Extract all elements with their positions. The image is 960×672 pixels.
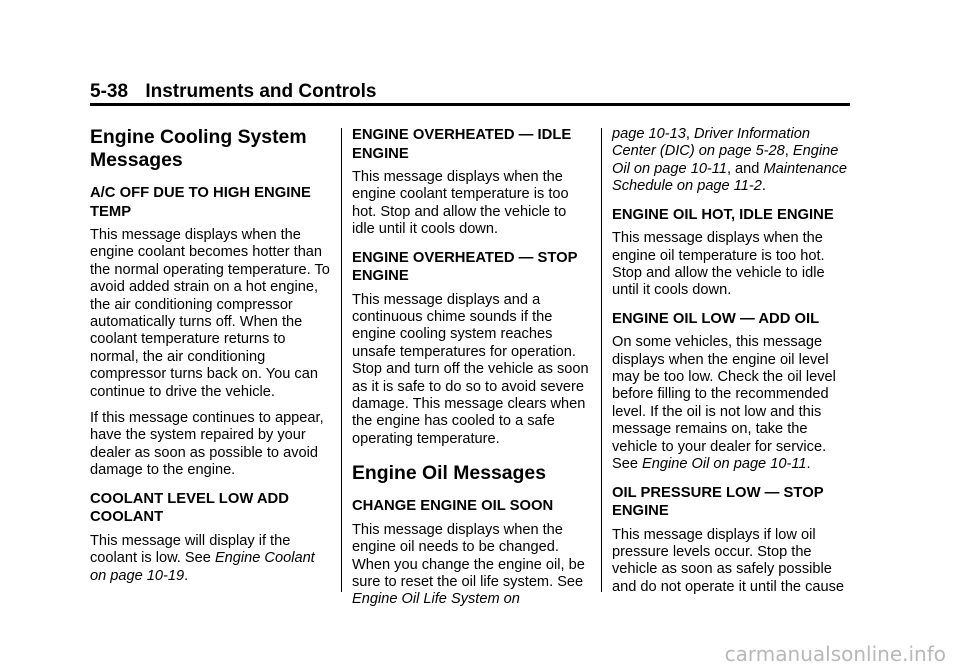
column-3 bbox=[612, 126, 852, 605]
body-paragraph: This message displays when the engine oil temperature is too hot. Stop and allow the vehicle to idle until it cools down. bbox=[612, 230, 825, 299]
subsection-title: A/C OFF DUE TO HIGH ENGINE TEMP bbox=[90, 185, 311, 220]
column-1 bbox=[90, 126, 330, 594]
body-text: . bbox=[761, 178, 766, 195]
body-paragraph: This message displays when the engine coolant becomes hotter than the normal operating temperature. To avoid added strain on a hot engine, the air conditioning compressor automatically turns off. When the coolant temperature returns to normal, the air conditioning compressor turns back on. You can continue to drive the vehicle. bbox=[90, 227, 330, 400]
subsection-title: CHANGE ENGINE OIL SOON bbox=[352, 498, 554, 515]
body-paragraph: This message displays if low oil pressure levels occur. Stop the vehicle as soon as safely possible and do not operate it until the cause bbox=[612, 526, 845, 595]
column-divider bbox=[341, 128, 342, 592]
subsection-title: ENGINE OIL HOT, IDLE ENGINE bbox=[612, 206, 834, 223]
body-text: On some vehicles, this message displays when the engine oil level may be too low. Check the oil level before filling to the recommended level. If the oil is not low and this message remains on, take the vehicle to your dealer for service. See bbox=[612, 334, 836, 473]
body-text: . bbox=[184, 567, 189, 584]
body-paragraph bbox=[90, 533, 330, 585]
body-paragraph: This message displays and a continuous chime sounds if the engine cooling system reaches unsafe temperatures for operation. Stop and turn off the vehicle as soon as it is safe to do so to avoid severe damage. This message clears when the engine has cooled to a safe operating temperature. bbox=[352, 291, 589, 447]
page-number: 5-38 bbox=[90, 81, 129, 102]
subsection-title: ENGINE OVERHEATED — IDLE ENGINE bbox=[352, 127, 572, 162]
page-header bbox=[90, 80, 850, 104]
subsection-title: OIL PRESSURE LOW — STOP ENGINE bbox=[612, 484, 824, 519]
cross-reference-link[interactable]: Driver Information Center (DIC) on page 5-28 bbox=[612, 126, 810, 160]
watermark: carmanualsonline.info bbox=[724, 642, 946, 666]
header-rule bbox=[90, 103, 850, 106]
cross-reference-link[interactable]: Engine Oil Life System on bbox=[352, 591, 520, 608]
body-paragraph: This message displays when the engine coolant temperature is too hot. Stop and allow the vehicle to idle until it cools down. bbox=[352, 169, 569, 238]
body-text: This message will display if the coolant is low. See bbox=[90, 532, 291, 567]
body-paragraph bbox=[612, 126, 852, 196]
body-paragraph bbox=[352, 522, 592, 609]
body-text: , and bbox=[726, 160, 764, 177]
subsection-title: COOLANT LEVEL LOW ADD COOLANT bbox=[90, 490, 289, 526]
section-heading: Engine Oil Messages bbox=[352, 462, 546, 485]
section-title: Instruments and Controls bbox=[145, 81, 377, 102]
column-2 bbox=[352, 126, 592, 618]
subsection-title: ENGINE OIL LOW — ADD OIL bbox=[612, 310, 820, 327]
cross-reference-link[interactable]: Engine Oil on page 10-11 bbox=[612, 143, 839, 177]
body-text: This message displays when the engine oil needs to be changed. When you change the engine oil, be sure to reset the oil life system. See bbox=[352, 521, 585, 590]
body-text: . bbox=[806, 456, 811, 473]
section-heading: Engine Cooling System Messages bbox=[90, 126, 307, 171]
cross-reference-link[interactable]: page 10-13 bbox=[612, 126, 686, 142]
body-paragraph bbox=[612, 334, 852, 473]
cross-reference-link[interactable]: Engine Coolant on page 10-19 bbox=[90, 550, 315, 584]
body-text: , bbox=[685, 126, 694, 142]
subsection-title: ENGINE OVERHEATED — STOP ENGINE bbox=[352, 249, 578, 285]
body-text: , bbox=[784, 143, 793, 160]
body-paragraph: If this message continues to appear, have the system repaired by your dealer as soon as possible to avoid damage to the engine. bbox=[90, 410, 324, 479]
column-divider bbox=[601, 128, 602, 592]
cross-reference-link[interactable]: Engine Oil on page 10-11 bbox=[642, 456, 807, 473]
cross-reference-link[interactable]: Maintenance Schedule on page 11-2 bbox=[612, 160, 848, 195]
